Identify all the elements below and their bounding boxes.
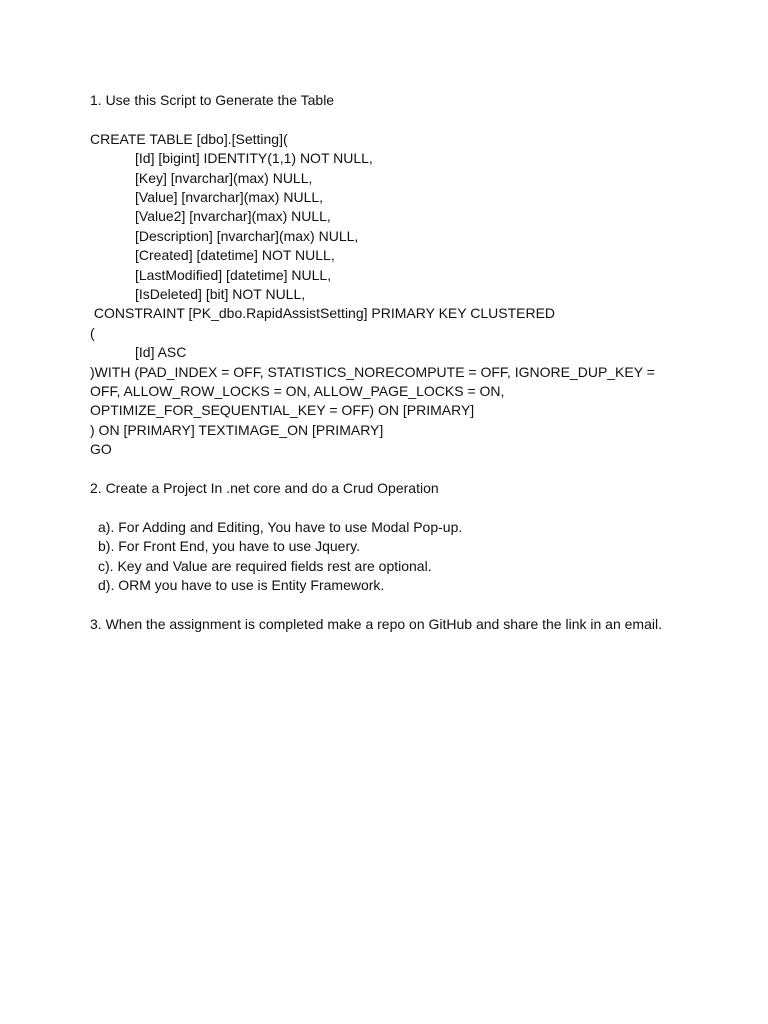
list-item: d). ORM you have to use is Entity Framework. <box>98 577 385 594</box>
spacer <box>90 596 730 615</box>
sql-with-line-2: OFF, ALLOW_ROW_LOCKS = ON, ALLOW_PAGE_LOCKS = ON, <box>90 383 505 400</box>
list-item: c). Key and Value are required fields rest are optional. <box>98 557 432 574</box>
sql-column-value2: [Value2] [nvarchar](max) NULL, <box>135 208 331 225</box>
spacer <box>90 499 730 518</box>
step-1-heading: 1. Use this Script to Generate the Table <box>90 92 335 108</box>
step-3-heading: 3. When the assignment is completed make a repo on GitHub and share the link in an email. <box>90 615 662 632</box>
spacer <box>90 460 730 479</box>
sql-open-paren: ( <box>90 324 95 341</box>
sql-column-lastmodified: [LastModified] [datetime] NULL, <box>135 266 332 283</box>
sql-pk-column: [Id] ASC <box>135 344 187 361</box>
sql-column-description: [Description] [nvarchar](max) NULL, <box>135 227 359 244</box>
sql-column-isdeleted: [IsDeleted] [bit] NOT NULL, <box>135 286 306 303</box>
sql-column-key: [Key] [nvarchar](max) NULL, <box>135 169 313 186</box>
list-item: b). For Front End, you have to use Jquery. <box>98 538 360 555</box>
sql-create-line: CREATE TABLE [dbo].[Setting]( <box>90 130 288 147</box>
sql-on-line: ) ON [PRIMARY] TEXTIMAGE_ON [PRIMARY] <box>90 421 384 438</box>
spacer <box>90 110 730 129</box>
step-2-heading: 2. Create a Project In .net core and do a Crud Operation <box>90 480 439 497</box>
sql-constraint-line: CONSTRAINT [PK_dbo.RapidAssistSetting] PRIMARY KEY CLUSTERED <box>90 305 556 322</box>
sql-column-id: [Id] [bigint] IDENTITY(1,1) NOT NULL, <box>135 150 373 167</box>
sql-column-value: [Value] [nvarchar](max) NULL, <box>135 189 324 206</box>
sql-go-line: GO <box>90 441 112 458</box>
sql-with-line-1: )WITH (PAD_INDEX = OFF, STATISTICS_NORECOMPUTE = OFF, IGNORE_DUP_KEY = <box>90 363 655 380</box>
sql-column-created: [Created] [datetime] NOT NULL, <box>135 247 335 264</box>
document-content <box>90 91 730 634</box>
list-item: a). For Adding and Editing, You have to use Modal Pop-up. <box>98 518 463 535</box>
sql-with-line-3: OPTIMIZE_FOR_SEQUENTIAL_KEY = OFF) ON [PRIMARY] <box>90 402 475 419</box>
